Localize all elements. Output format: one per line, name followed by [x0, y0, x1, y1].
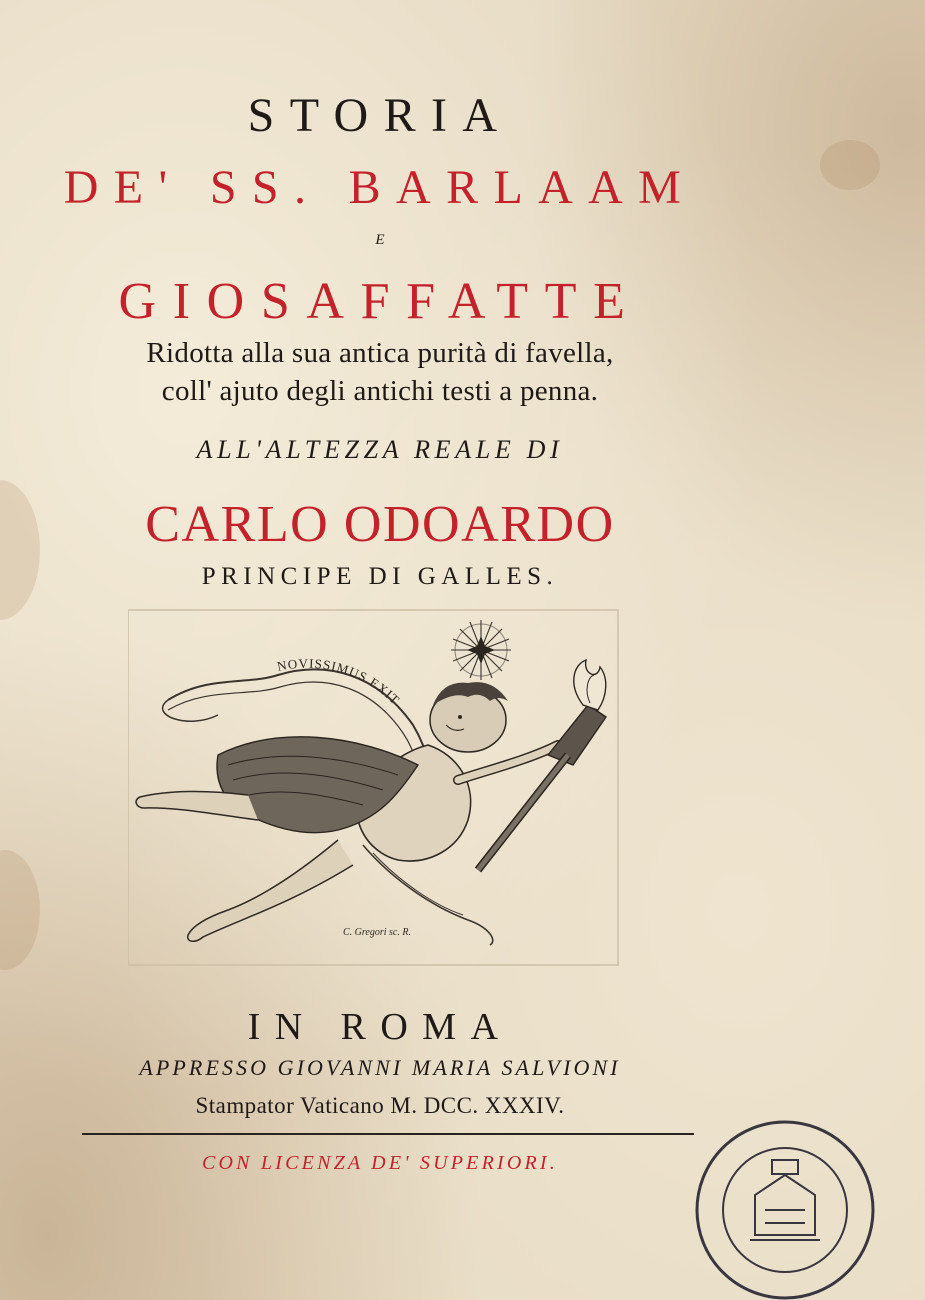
putto-head [430, 682, 508, 752]
engraver-signature: C. Gregori sc. R. [343, 927, 411, 938]
stamp-emblem-icon [750, 1160, 820, 1240]
title-line-1: STORIA [247, 89, 513, 142]
putto-body [136, 737, 493, 945]
engraving-illustration [128, 605, 628, 985]
imprint-city: IN ROMA [247, 1006, 513, 1048]
imprint-publisher: APPRESSO GIOVANNI MARIA SALVIONI [139, 1055, 621, 1080]
dedication-line-1: ALL'ALTEZZA REALE DI [196, 435, 564, 464]
license-line: CON LICENZA DE' SUPERIORI. [202, 1152, 558, 1174]
subtitle-line-2: coll' ajuto degli antichi testi a penna. [161, 375, 599, 407]
subtitle-line-1: Ridotta alla sua antica purità di favella, [146, 337, 614, 369]
dedication-title: PRINCIPE DI GALLES. [201, 563, 559, 590]
paper-stain [0, 850, 40, 970]
title-line-2: DE' SS. BARLAAM [63, 161, 697, 214]
dedication-name: CARLO ODOARDO [145, 496, 615, 553]
library-stamp [690, 1115, 890, 1300]
horizontal-rule [82, 1133, 694, 1135]
banner-inscription: NOVISSIMUS EXIT [275, 655, 404, 708]
imprint-printer-date: Stampator Vaticano M. DCC. XXXIV. [195, 1093, 565, 1118]
title-conjunction: E [375, 232, 385, 248]
title-line-3: GIOSAFFATTE [118, 273, 642, 330]
paper-stain [820, 140, 880, 190]
star-icon [451, 620, 511, 680]
